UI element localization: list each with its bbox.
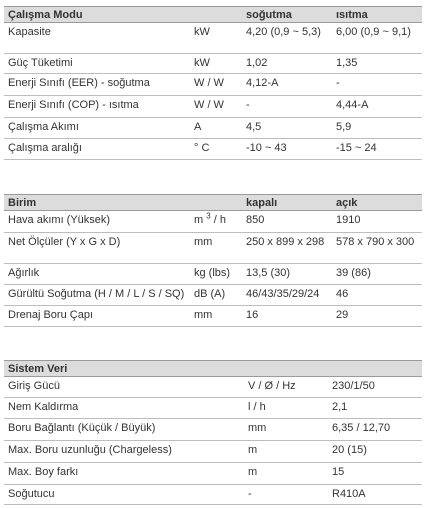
row-unit: m $^3$ / h bbox=[190, 211, 242, 233]
table-row bbox=[4, 74, 422, 96]
header-cell: açık bbox=[332, 195, 422, 211]
row-label: Ağırlık bbox=[4, 264, 190, 285]
row-unit: dB (A) bbox=[190, 285, 242, 306]
table-header-row bbox=[4, 7, 422, 23]
table-row bbox=[4, 233, 422, 264]
row-value: 29 bbox=[332, 306, 422, 327]
row-label: Kapasite bbox=[4, 23, 190, 54]
row-value: -15 ~ 24 bbox=[332, 139, 422, 160]
row-label: Enerji Sınıfı (COP) - ısıtma bbox=[4, 96, 190, 118]
row-value: 46 bbox=[332, 285, 422, 306]
row-unit: ° C bbox=[190, 139, 242, 160]
table-row bbox=[4, 377, 422, 398]
row-value: 39 (86) bbox=[332, 264, 422, 285]
row-value: - bbox=[332, 74, 422, 96]
row-unit: W / W bbox=[190, 96, 242, 118]
row-label: Gürültü Soğutma (H / M / L / S / SQ) bbox=[4, 285, 190, 306]
system-data-table bbox=[4, 360, 422, 505]
table-header-row bbox=[4, 361, 422, 377]
header-cell: soğutma bbox=[242, 7, 332, 23]
table-row bbox=[4, 139, 422, 160]
row-label: Nem Kaldırma bbox=[4, 398, 244, 419]
header-cell: Çalışma Modu bbox=[4, 7, 190, 23]
header-cell bbox=[244, 361, 328, 377]
table-row bbox=[4, 398, 422, 419]
row-value: 850 bbox=[242, 211, 332, 233]
table-row bbox=[4, 485, 422, 505]
row-unit: W / W bbox=[190, 74, 242, 96]
header-cell bbox=[328, 361, 422, 377]
row-value: 1910 bbox=[332, 211, 422, 233]
row-value: - bbox=[242, 96, 332, 118]
header-cell: kapalı bbox=[242, 195, 332, 211]
row-unit: A bbox=[190, 118, 242, 139]
row-label: Güç Tüketimi bbox=[4, 54, 190, 74]
row-label: Çalışma aralığı bbox=[4, 139, 190, 160]
row-value: 2,1 bbox=[328, 398, 422, 419]
header-cell: Sistem Veri bbox=[4, 361, 244, 377]
table-row bbox=[4, 419, 422, 441]
row-value: 250 x 899 x 298 bbox=[242, 233, 332, 264]
unit-table bbox=[4, 194, 422, 327]
row-value: 13,5 (30) bbox=[242, 264, 332, 285]
row-label: Boru Bağlantı (Küçük / Büyük) bbox=[4, 419, 244, 441]
table-row bbox=[4, 211, 422, 233]
row-unit: kg (lbs) bbox=[190, 264, 242, 285]
table-row bbox=[4, 285, 422, 306]
row-unit: m bbox=[244, 441, 328, 463]
row-unit: - bbox=[244, 485, 328, 505]
row-value: 4,5 bbox=[242, 118, 332, 139]
header-cell: Birim bbox=[4, 195, 190, 211]
row-unit: mm bbox=[190, 233, 242, 264]
row-unit: m bbox=[244, 463, 328, 485]
header-cell bbox=[190, 195, 242, 211]
row-value: R410A bbox=[328, 485, 422, 505]
row-label: Drenaj Boru Çapı bbox=[4, 306, 190, 327]
header-cell: ısıtma bbox=[332, 7, 422, 23]
row-value: 5,9 bbox=[332, 118, 422, 139]
row-value: -10 ~ 43 bbox=[242, 139, 332, 160]
row-value: 16 bbox=[242, 306, 332, 327]
table-row bbox=[4, 23, 422, 54]
table-row bbox=[4, 306, 422, 327]
row-label: Çalışma Akımı bbox=[4, 118, 190, 139]
row-label: Enerji Sınıfı (EER) - soğutma bbox=[4, 74, 190, 96]
header-cell bbox=[190, 7, 242, 23]
row-label: Net Ölçüler (Y x G x D) bbox=[4, 233, 190, 264]
row-unit: mm bbox=[244, 419, 328, 441]
row-unit: l / h bbox=[244, 398, 328, 419]
table-row bbox=[4, 96, 422, 118]
row-value: 46/43/35/29/24 bbox=[242, 285, 332, 306]
row-unit: kW bbox=[190, 23, 242, 54]
row-value: 20 (15) bbox=[328, 441, 422, 463]
row-label: Hava akımı (Yüksek) bbox=[4, 211, 190, 233]
row-value: 4,20 (0,9 ~ 5,3) bbox=[242, 23, 332, 54]
row-label: Soğutucu bbox=[4, 485, 244, 505]
row-value: 6,00 (0,9 ~ 9,1) bbox=[332, 23, 422, 54]
table-row bbox=[4, 463, 422, 485]
row-unit: V / Ø / Hz bbox=[244, 377, 328, 398]
table-row bbox=[4, 118, 422, 139]
row-value: 578 x 790 x 300 bbox=[332, 233, 422, 264]
row-value: 6,35 / 12,70 bbox=[328, 419, 422, 441]
table-header-row bbox=[4, 195, 422, 211]
table-row bbox=[4, 441, 422, 463]
row-value: 1,02 bbox=[242, 54, 332, 74]
operating-mode-table bbox=[4, 6, 422, 160]
row-label: Max. Boy farkı bbox=[4, 463, 244, 485]
row-value: 1,35 bbox=[332, 54, 422, 74]
row-value: 230/1/50 bbox=[328, 377, 422, 398]
row-value: 4,12-A bbox=[242, 74, 332, 96]
row-unit: mm bbox=[190, 306, 242, 327]
row-label: Giriş Gücü bbox=[4, 377, 244, 398]
table-row bbox=[4, 54, 422, 74]
row-label: Max. Boru uzunluğu (Chargeless) bbox=[4, 441, 244, 463]
row-value: 15 bbox=[328, 463, 422, 485]
row-unit: kW bbox=[190, 54, 242, 74]
row-value: 4,44-A bbox=[332, 96, 422, 118]
table-row bbox=[4, 264, 422, 285]
